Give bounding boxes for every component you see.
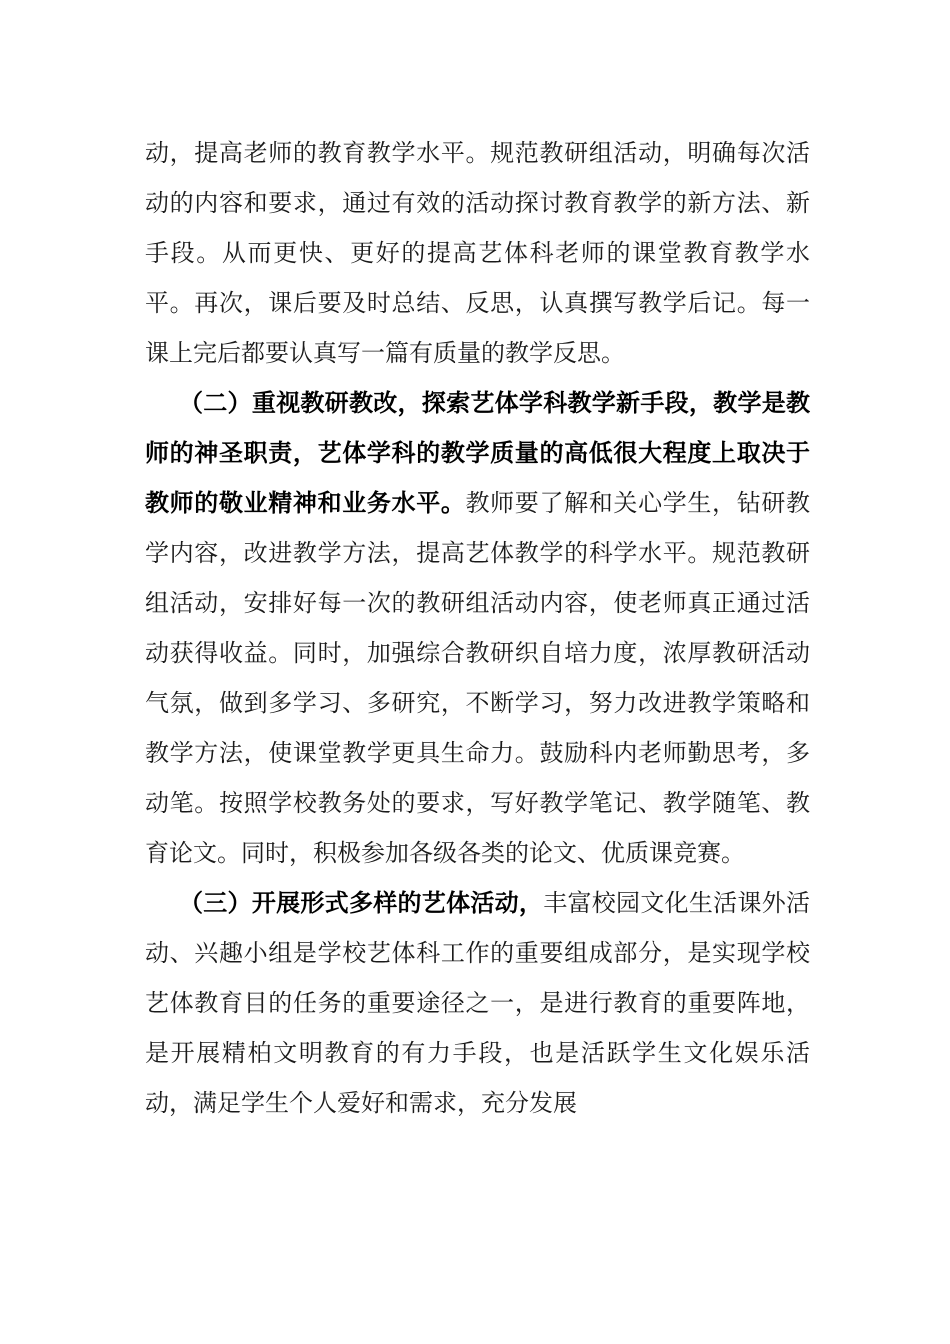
section-heading: （三）开展形式多样的艺体活动， xyxy=(179,888,544,917)
paragraph-section-3 xyxy=(145,878,810,1128)
paragraph-section-2 xyxy=(145,378,810,878)
paragraph-continuation xyxy=(145,128,810,378)
paragraph-text: 动，提高老师的教育教学水平。规范教研组活动，明确每次活动的内容和要求，通过有效的活动探讨教育教学的新方法、新手段。从而更快、更好的提高艺体科老师的课堂教育教学水平。再次，课后要及时总结、反思，认真撰写教学后记。每一课上完后都要认真写一篇有质量的教学反思。 xyxy=(145,139,810,367)
document-body xyxy=(145,128,810,1128)
paragraph-text: 丰富校园文化生活课外活动、兴趣小组是学校艺体科工作的重要组成部分，是实现学校艺体教育目的任务的重要途径之一，是进行教育的重要阵地，是开展精柏文明教育的有力手段，也是活跃学生文化娱乐活动，满足学生个人爱好和需求，充分发展 xyxy=(145,889,811,1117)
section-heading: （二）重视教研教改，探索艺体学科教学新手段，教学是教师的神圣职责，艺体学科的教学质量的高低很大程度上取决于教师的敬业精神和业务水平。 xyxy=(145,388,810,517)
paragraph-text: 教师要了解和关心学生，钻研教学内容，改进教学方法，提高艺体教学的科学水平。规范教研组活动，安排好每一次的教研组活动内容，使老师真正通过活动获得收益。同时，加强综合教研织自培力度，浓厚教研活动气氛，做到多学习、多研究，不断学习，努力改进教学策略和教学方法，使课堂教学更具生命力。鼓励科内老师勤思考，多动笔。按照学校教务处的要求，写好教学笔记、教学随笔、教育论文。同时，积极参加各级各类的论文、优质课竞赛。 xyxy=(145,489,810,867)
